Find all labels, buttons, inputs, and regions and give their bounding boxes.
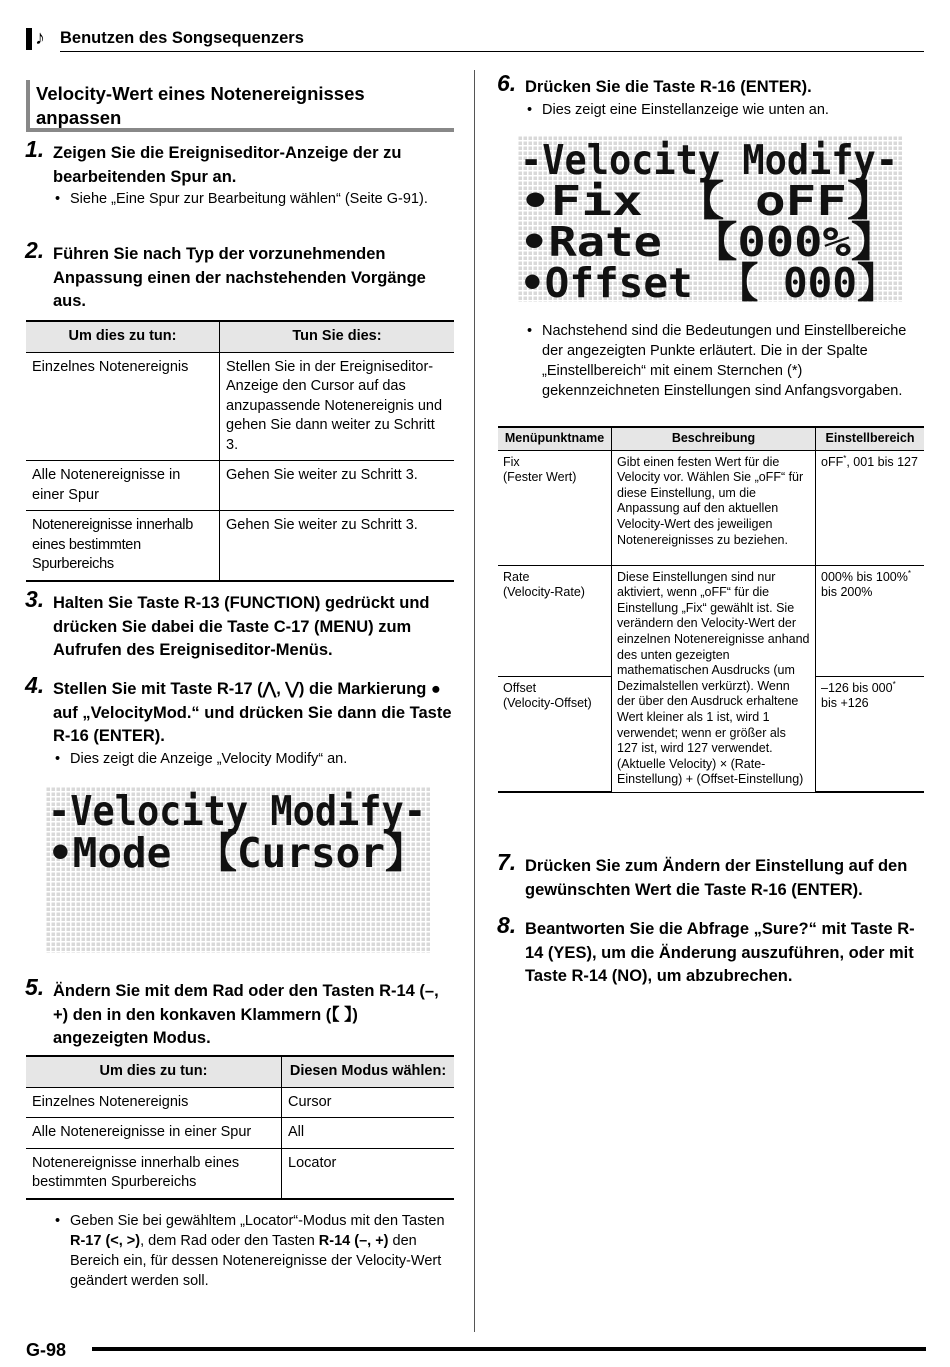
lcd-line-1: -Velocity Modify- (520, 136, 898, 184)
lcd-line-3: •Rate 【000%】 (520, 218, 898, 266)
bullet-text-pre: Geben Sie bei gewähltem „Locator“-Modus mit den Tasten (70, 1213, 445, 1229)
table-row (26, 352, 454, 461)
key-label: R-17 (<, >) (70, 1233, 141, 1249)
step-8 (497, 912, 925, 989)
table-cell: Gibt einen festen Wert für die Velocity vor. Wählen Sie „oFF“ für diese Einstellung, um die Anpassung auf den aktuellen Velocity-Wert des jeweiligen Notenereignisses zu beziehen. (612, 450, 816, 565)
default-star: * (892, 679, 896, 689)
table-cell: Notenereignisse innerhalb eines bestimmten Spurbereichs (26, 1148, 282, 1199)
step-6 (497, 70, 925, 100)
step-number: 6. (497, 70, 517, 96)
step-text: Stellen Sie mit Taste R-17 (⋀, ⋁) die Markierung ● auf „VelocityMod.“ und drücken Sie dann die Taste R-16 (ENTER). (53, 680, 452, 745)
step-3 (25, 586, 448, 663)
lcd-line-4: •Offset 【 000】 (520, 259, 898, 302)
table-row (26, 461, 454, 511)
table-cell: Diese Einstellungen sind nur aktiviert, wenn „oFF“ für die Einstellung „Fix“ gewählt ist. Sie verändern den Velocity-Wert der einzelnen Notenereignisse anhand des unten gezeigten mathematischen Ausdrucks (um Dezimalstellen verkürzt). Wenn der über den Ausdruck erhaltene Wert kleiner als 1 ist, wird 1 verwendet; wenn er größer als 127 ist, wird 127 verwendet. (Aktuelle Velocity) × (Rate-Einstellung) + (Offset-Einstellung) (612, 565, 816, 792)
page-header (26, 26, 924, 52)
table-header: Diesen Modus wählen: (282, 1056, 455, 1087)
table-row (498, 450, 924, 565)
key-label: R-14 (–, +) (318, 1233, 389, 1249)
bullet-1: • Siehe „Eine Spur zur Bearbeitung wählen“ (Seite G-91). (55, 191, 428, 207)
lcd-line-2: •Fix 【 oFF】 (520, 177, 898, 225)
step-text: Ändern Sie mit dem Rad oder den Tasten R-14 (–, +) den in den konkaven Klammern (【 】) angezeigten Modus. (53, 982, 439, 1047)
section-title: Velocity-Wert eines Notenereignisses anpassen (36, 83, 365, 128)
column-divider (474, 70, 475, 1332)
table-row (498, 565, 924, 676)
table-cell: Stellen Sie in der Ereigniseditor-Anzeige den Cursor auf das anzupassende Notenereignis und gehen Sie dann weiter zu Schritt 3. (220, 352, 455, 461)
music-note-icon: ♪ (35, 27, 45, 49)
item-sub: (Fester Wert) (503, 470, 577, 485)
table-header-row (498, 427, 924, 450)
step-number: 4. (25, 672, 45, 698)
step-text: Drücken Sie zum Ändern der Einstellung auf den gewünschten Wert die Taste R-16 (ENTER). (525, 857, 908, 899)
table-cell: Alle Notenereignisse in einer Spur (26, 1118, 282, 1149)
range-text: oFF (821, 454, 844, 469)
table-row (26, 1087, 454, 1118)
step-7 (497, 849, 925, 902)
header-bar (26, 28, 32, 50)
table-cell (816, 676, 925, 792)
step-number: 5. (25, 974, 45, 1000)
table-cell (816, 450, 925, 565)
step-text: Drücken Sie die Taste R-16 (ENTER). (525, 78, 812, 96)
table-header: Um dies zu tun: (26, 321, 220, 352)
table-cell (816, 565, 925, 676)
step-text: Halten Sie Taste R-13 (FUNCTION) gedrückt und drücken Sie dabei die Taste C-17 (MENU) zum Aufrufen des Ereigniseditor-Menüs. (53, 594, 430, 659)
table-header-row (26, 321, 454, 352)
action-table (26, 320, 454, 582)
item-sub: (Velocity-Offset) (503, 696, 592, 711)
table-header: Um dies zu tun: (26, 1056, 282, 1087)
section-title-box (26, 80, 454, 132)
table-header-row (26, 1056, 454, 1087)
step-number: 1. (25, 136, 45, 162)
bullet-text: Dies zeigt die Anzeige „Velocity Modify“ an. (70, 751, 348, 767)
table-cell: Cursor (282, 1087, 455, 1118)
table-header: Einstellbereich (816, 427, 925, 450)
lcd-line-2: •Mode 【Cursor】 (48, 829, 426, 877)
step-number: 7. (497, 849, 517, 875)
step-4 (25, 672, 453, 749)
bullet-text-post: den Bereich ein, für dessen Notenereignisse der Velocity-Wert geändert werden soll. (70, 1233, 442, 1289)
table-row (26, 511, 454, 581)
range-text: –126 bis 000 (821, 680, 893, 695)
range-text: bis 200% (821, 585, 873, 600)
range-text: 000% bis 100% (821, 569, 908, 584)
step-1 (25, 136, 453, 189)
bullet-text-mid: , dem Rad oder den Tasten (140, 1233, 319, 1249)
lcd-display-settings (518, 136, 902, 302)
step-number: 8. (497, 912, 517, 938)
default-star: * (907, 568, 911, 578)
default-star: * (843, 453, 847, 463)
step-number: 3. (25, 586, 45, 612)
table-cell (498, 676, 612, 792)
bullet-6b: • Nachstehend sind die Bedeutungen und Einstellbereiche der angezeigten Punkte erläutert. Die in der Spalte „Einstellbereich“ mit einem Sternchen (*) gekennzeichneten Einstellungen sind Anfangsvorgaben. (527, 323, 907, 399)
table-cell (498, 450, 612, 565)
table-cell: Einzelnes Notenereignis (26, 352, 220, 461)
bullet-text: Siehe „Eine Spur zur Bearbeitung wählen“ (Seite G-91). (70, 191, 428, 207)
lcd-display-velocity-modify (46, 787, 430, 953)
table-header: Menüpunktname (498, 427, 612, 450)
step-2 (25, 237, 458, 314)
table-cell: Locator (282, 1148, 455, 1199)
step-text: Zeigen Sie die Ereigniseditor-Anzeige der zu bearbeitenden Spur an. (53, 144, 402, 186)
table-cell: Alle Notenereignisse in einer Spur (26, 461, 220, 511)
bullet-5: • Geben Sie bei gewähltem „Locator“-Modus mit den Tasten R-17 (<, >), dem Rad oder den Tasten R-14 (–, +) den Bereich ein, für dessen Notenereignisse der Velocity-Wert geändert werden soll. (55, 1213, 445, 1289)
table-row (26, 1118, 454, 1149)
table-cell: Notenereignisse innerhalb eines bestimmten Spurbereichs (26, 511, 220, 581)
table-header: Tun Sie dies: (220, 321, 455, 352)
item-sub: (Velocity-Rate) (503, 585, 585, 600)
table-cell: Einzelnes Notenereignis (26, 1087, 282, 1118)
step-text: Führen Sie nach Typ der vorzunehmenden Anpassung einen der nachstehenden Vorgänge aus. (53, 245, 426, 310)
mode-table (26, 1055, 454, 1200)
item-name: Fix (503, 454, 520, 469)
page-number: G-98 (26, 1340, 67, 1360)
item-name: Offset (503, 680, 537, 695)
header-rule (60, 51, 924, 53)
item-name: Rate (503, 569, 530, 584)
table-cell: All (282, 1118, 455, 1149)
bullet-text: Nachstehend sind die Bedeutungen und Einstellbereiche der angezeigten Punkte erläutert. Die in der Spalte „Einstellbereich“ mit einem Sternchen (*) gekennzeichneten Einstellungen sind Anfangsvorgaben. (542, 323, 907, 399)
table-cell: Gehen Sie weiter zu Schritt 3. (220, 511, 455, 581)
header-title: Benutzen des Songsequenzers (60, 29, 304, 47)
table-cell (498, 565, 612, 676)
bullet-6: • Dies zeigt eine Einstellanzeige wie unten an. (527, 102, 829, 118)
lcd-line-1: -Velocity Modify- (48, 787, 426, 835)
table-row (26, 1148, 454, 1199)
table-cell: Gehen Sie weiter zu Schritt 3. (220, 461, 455, 511)
bullet-4: • Dies zeigt die Anzeige „Velocity Modify“ an. (55, 751, 348, 767)
step-number: 2. (25, 237, 45, 263)
range-text: , 001 bis 127 (846, 454, 918, 469)
step-5 (25, 974, 448, 1051)
settings-table (498, 426, 924, 793)
footer-rule (92, 1347, 926, 1351)
bullet-text: Dies zeigt eine Einstellanzeige wie unten an. (542, 102, 829, 118)
table-header: Beschreibung (612, 427, 816, 450)
range-text: bis +126 (821, 696, 869, 711)
step-text: Beantworten Sie die Abfrage „Sure?“ mit Taste R-14 (YES), um die Änderung auszuführen, oder mit Taste R-14 (NO), um abzubrechen. (525, 920, 915, 985)
